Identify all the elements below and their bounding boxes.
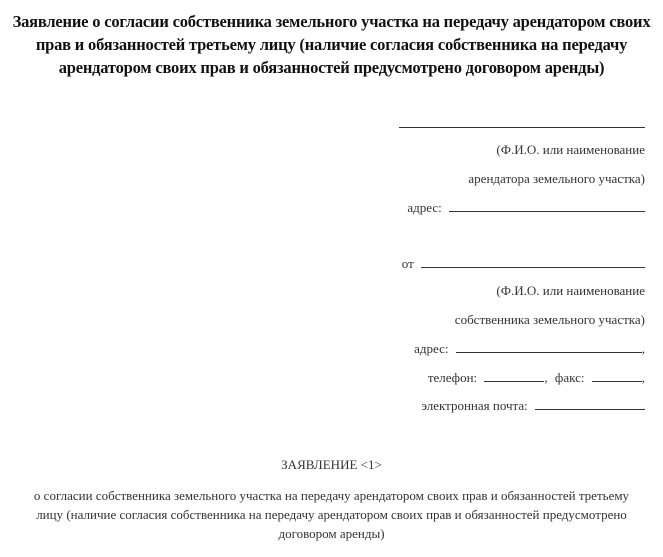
sender-name-hint-2: собственника земельного участка) bbox=[454, 312, 645, 327]
sender-from-row bbox=[402, 256, 645, 272]
sender-email-label: электронная почта: bbox=[421, 398, 528, 413]
sender-email-field bbox=[535, 398, 645, 410]
sender-fax-label: факс: bbox=[554, 370, 585, 385]
sender-name-field bbox=[421, 256, 645, 268]
recipient-address-row bbox=[407, 200, 645, 216]
comma: , bbox=[544, 370, 548, 385]
document-title: Заявление о согласии собственника земельного участка на передачу арендатором своих прав и обязанностей третьему лицу (наличие согласия собственника на передачу арендатором своих прав и обязанностей предусмотрено договором аренды) bbox=[12, 12, 651, 77]
comma: , bbox=[641, 341, 645, 356]
recipient-address-field bbox=[449, 200, 645, 212]
sender-name-hint-1: (Ф.И.О. или наименование bbox=[496, 283, 645, 298]
sender-address-field bbox=[456, 341, 642, 353]
sender-phone-fax-row bbox=[428, 370, 645, 386]
recipient-name-field bbox=[399, 116, 645, 132]
sender-phone-field bbox=[484, 370, 544, 382]
sender-phone-label: телефон: bbox=[427, 370, 478, 385]
sender-from-label: от bbox=[401, 256, 414, 271]
sender-fax-field bbox=[592, 370, 642, 382]
recipient-name-hint-1: (Ф.И.О. или наименование bbox=[496, 142, 645, 157]
statement-heading: ЗАЯВЛЕНИЕ <1> bbox=[281, 457, 382, 472]
sender-address-row bbox=[414, 341, 645, 357]
sender-email-row bbox=[421, 398, 645, 414]
sender-address-label: адрес: bbox=[414, 341, 449, 356]
comma: , bbox=[641, 370, 645, 385]
statement-subheading: о согласии собственника земельного участка на передачу арендатором своих прав и обязанностей третьему лицу (наличие согласия собственника на передачу арендатором своих прав и обязанностей предусмотрено договором аренды) bbox=[33, 488, 630, 541]
recipient-name-hint-2: арендатора земельного участка) bbox=[468, 171, 645, 186]
recipient-address-label: адрес: bbox=[407, 200, 442, 215]
